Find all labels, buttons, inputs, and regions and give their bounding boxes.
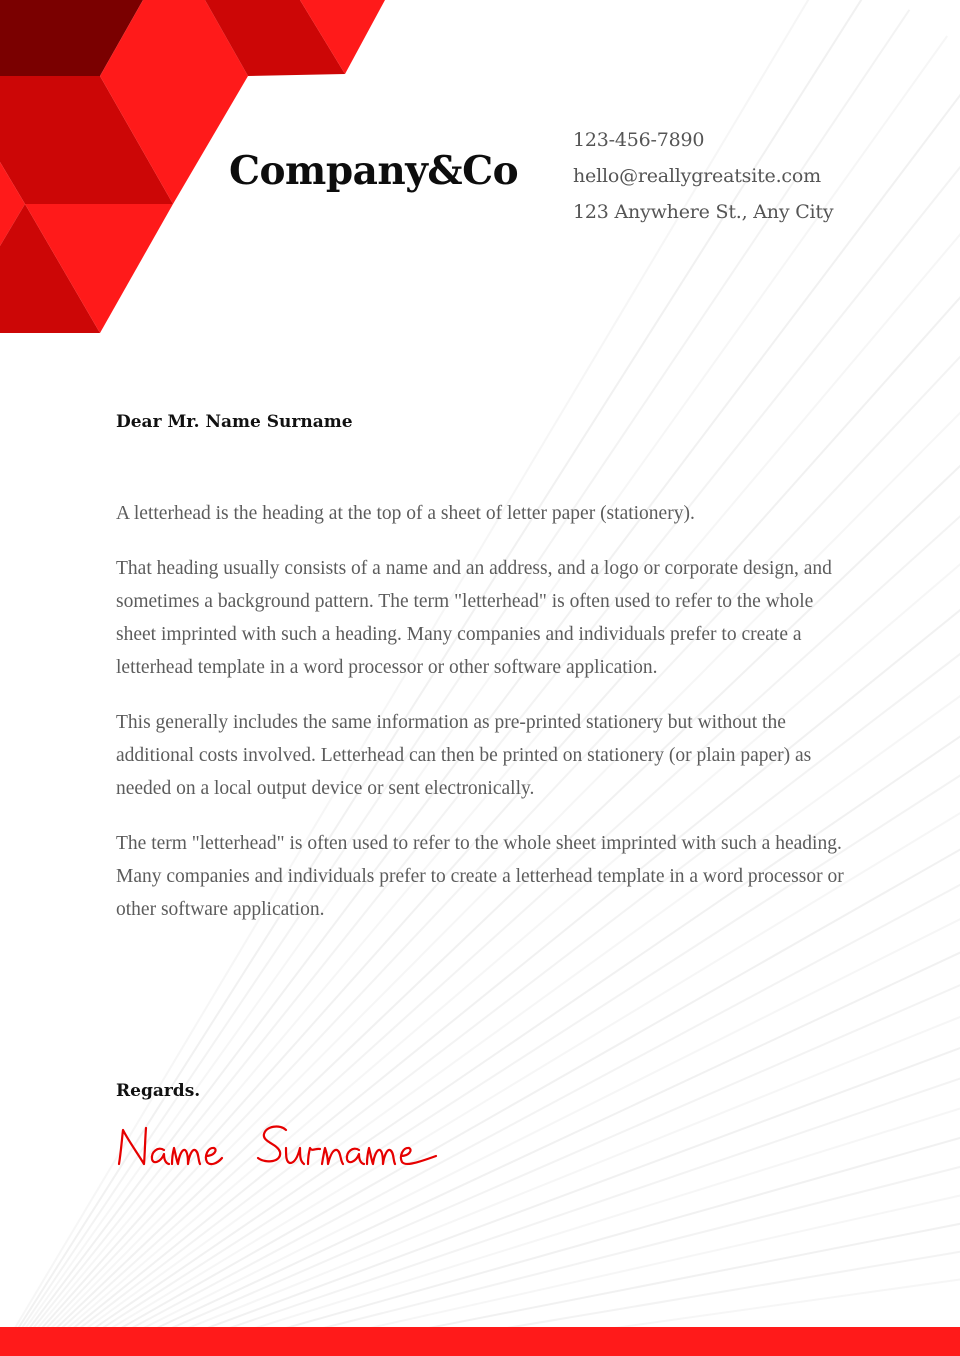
salutation: Dear Mr. Name Surname [116,412,353,432]
contact-info [573,122,833,230]
closing: Regards. [116,1081,201,1101]
contact-phone: 123-456-7890 [573,129,705,151]
body-paragraph: That heading usually consists of a name and an address, and a logo or corporate design, and sometimes a background pattern. The term "letterhead" is often used to refer to the whole sheet imprinted with such a heading. Many companies and individuals prefer to create a letterhead template in a word processor or other software application. [116,558,832,678]
body-paragraph: A letterhead is the heading at the top of a sheet of letter paper (stationery). [116,503,695,524]
body-paragraph: This generally includes the same information as pre-printed stationery but without the additional costs involved. Letterhead can then be printed on stationery (or plain paper) as needed on a local output device or sent electronically. [116,712,812,799]
contact-address: 123 Anywhere St., Any City [573,201,834,223]
contact-email: hello@reallygreatsite.com [573,165,821,187]
footer-accent-bar [0,1327,960,1356]
letter-body [116,497,846,948]
signature [114,1118,444,1178]
body-paragraph: The term "letterhead" is often used to refer to the whole sheet imprinted with such a heading. Many companies and individuals prefer to create a letterhead template in a word processor or other software application. [116,833,844,920]
company-name: Company&Co [229,148,519,194]
